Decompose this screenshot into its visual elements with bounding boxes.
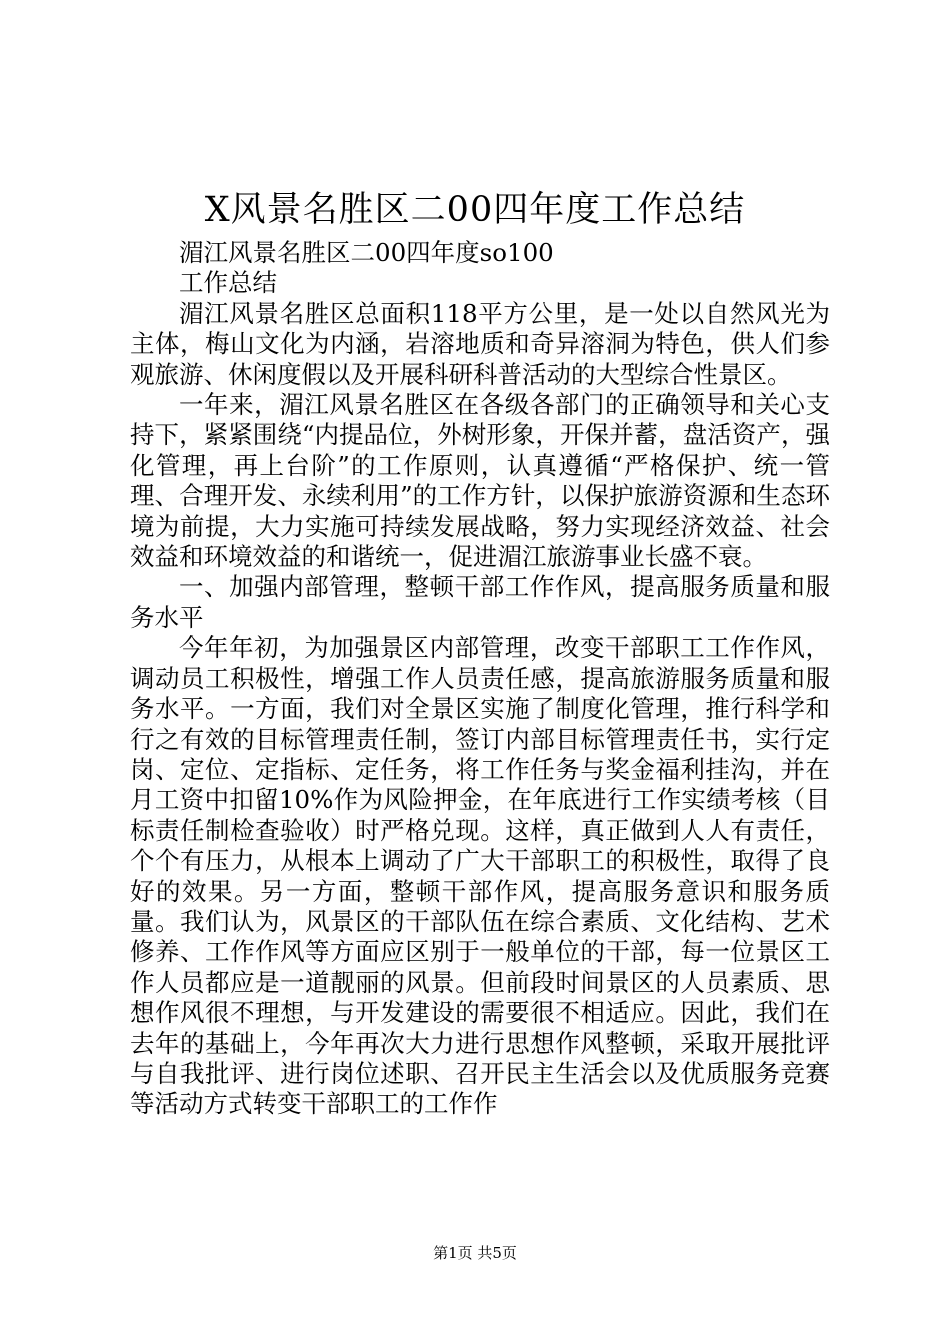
subtitle-line-2: 工作总结 [179, 268, 277, 298]
paragraph-intro: 湄江风景名胜区总面积118平方公里，是一处以自然风光为主体，梅山文化为内涵，岩溶地质和奇异溶洞为特色，供人们参观旅游、休闲度假以及开展科研科普活动的大型综合性景区。 [130, 298, 830, 389]
document-title: X风景名胜区二00四年度工作总结 [204, 190, 746, 230]
paragraph-overview: 一年来，湄江风景名胜区在各级各部门的正确领导和关心支持下，紧紧围绕“内提品位，外树形象，开保并蓄，盘活资产，强化管理，再上台阶”的工作原则，认真遵循“严格保护、统一管理、合理开发、永续利用”的工作方针，以保护旅游资源和生态环境为前提，大力实施可持续发展战略，努力实现经济效益、社会效益和环境效益的和谐统一，促进湄江旅游事业长盛不衰。 [130, 390, 830, 572]
page-footer: 第1页 共5页 [433, 1244, 517, 1262]
section-heading-1: 一、加强内部管理，整顿干部工作作风，提高服务质量和服务水平 [130, 572, 830, 632]
document-body [130, 238, 830, 1120]
subtitle-line-1: 湄江风景名胜区二00四年度so100 [179, 238, 554, 267]
paragraph-section-1: 今年年初，为加强景区内部管理，改变干部职工工作作风，调动员工积极性，增强工作人员责任感，提高旅游服务质量和服务水平。一方面，我们对全景区实施了制度化管理，推行科学和行之有效的目标管理责任制，签订内部目标管理责任书，实行定岗、定位、定指标、定任务，将工作任务与奖金福利挂沟，并在月工资中扣留10%作为风险押金，在年底进行工作实绩考核（目标责任制检查验收）时严格兑现。这样，真正做到人人有责任，个个有压力，从根本上调动了广大干部职工的积极性，取得了良好的效果。另一方面，整顿干部作风，提高服务意识和服务质量。我们认为，风景区的干部队伍在综合素质、文化结构、艺术修养、工作作风等方面应区别于一般单位的干部，每一位景区工作人员都应是一道靓丽的风景。但前段时间景区的人员素质、思想作风很不理想，与开发建设的需要很不相适应。因此，我们在去年的基础上，今年再次大力进行思想作风整顿，采取开展批评与自我批评、进行岗位述职、召开民主生活会以及优质服务竞赛等活动方式转变干部职工的工作作 [130, 633, 830, 1119]
